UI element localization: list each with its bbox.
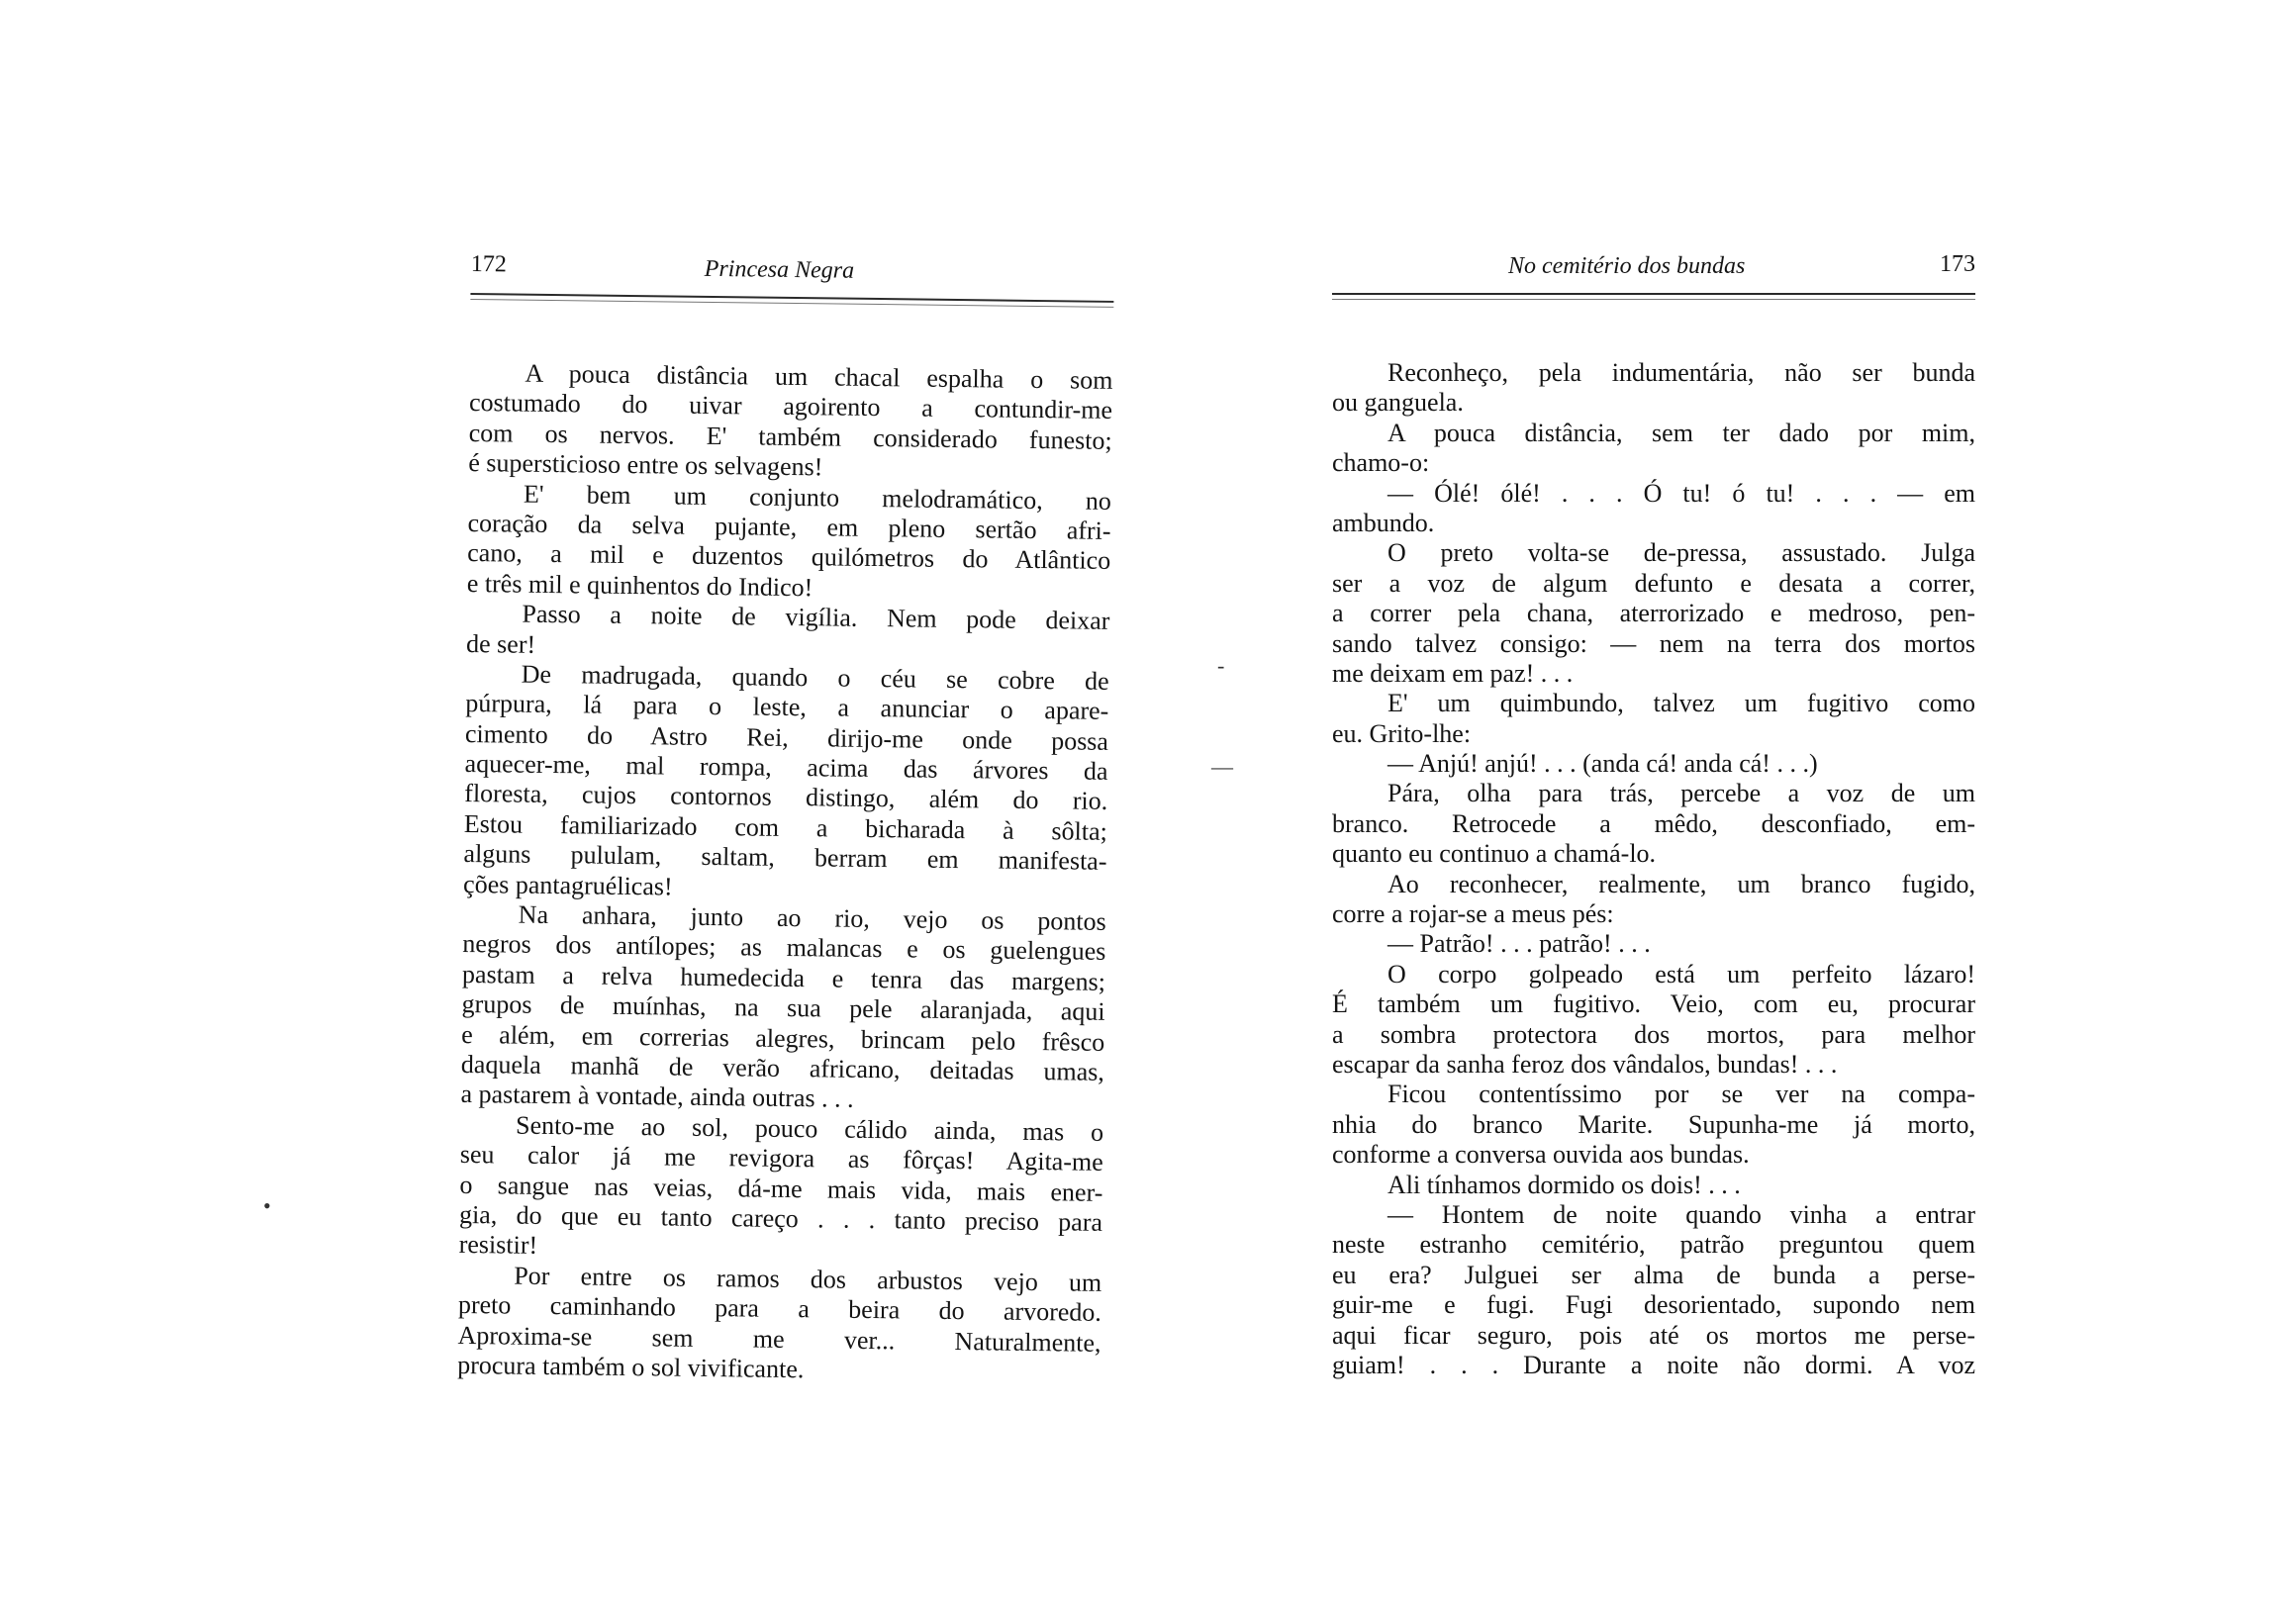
text-line: seu calor já me revigora as fôrças! Agita-me [459,1140,1103,1177]
text-line: floresta, cujos contornos distingo, além do rio. [464,779,1108,816]
text-line: púrpura, lá para o leste, a anunciar o apare- [465,689,1109,726]
header-rule [1332,293,1975,295]
text-line: guir-me e fugi. Fugi desorientado, supondo nem [1332,1290,1975,1320]
text-line: conforme a conversa ouvida aos bundas. [1332,1140,1750,1170]
text-line: cano, a mil e duzentos quilómetros do Atlântico [467,538,1111,576]
text-line: é supersticioso entre os selvagens! [468,448,823,482]
text-line: Ao reconhecer, realmente, um branco fugido, [1387,869,1975,898]
text-line: eu. Grito-lhe: [1332,718,1472,748]
text-line: com os nervos. E' também considerado funesto; [468,418,1112,455]
header-rule [1332,299,1975,300]
text-line: o sangue nas veias, dá-me mais vida, mais ener- [459,1170,1103,1207]
text-line: Aproxima-se sem me ver... Naturalmente, [457,1320,1101,1358]
page-number: 173 [1940,251,1975,277]
header-rule [470,293,1113,303]
text-line: neste estranho cemitério, patrão preguntou quem [1332,1230,1975,1260]
running-title: No cemitério dos bundas [1508,253,1746,279]
text-line: resistir! [458,1230,538,1261]
text-line: a sombra protectora dos mortos, para melhor [1332,1019,1975,1049]
text-line: chamo-o: [1332,448,1430,478]
text-line: aquecer-me, mal rompa, acima das árvores da [464,749,1108,786]
right-page [1332,247,1975,1379]
text-line: O corpo golpeado está um perfeito lázaro! [1387,959,1975,988]
text-line: — Anjú! anjú! . . . (anda cá! anda cá! . . .) [1387,749,1818,779]
text-line: costumado do uivar agoirento a contundir-me [468,388,1113,425]
text-line: sando talvez consigo: — nem na terra dos mortos [1332,628,1975,658]
text-line: branco. Retrocede a mêdo, desconfiado, em- [1332,808,1975,838]
text-line: Estou familiarizado com a bicharada à sôlta; [463,808,1108,846]
text-line: De madrugada, quando o céu se cobre de [521,659,1109,696]
text-line: a pastarem à vontade, ainda outras . . . [460,1080,854,1114]
text-line: ser a voz de algum defunto e desata a correr, [1332,568,1975,598]
text-line: Na anhara, junto ao rio, vejo os pontos [518,899,1106,936]
text-line: aqui ficar seguro, pois até os mortos me perse- [1332,1320,1975,1350]
text-line: alguns pululam, saltam, berram em manifesta- [463,839,1107,877]
text-line: A pouca distância um chacal espalha o som [525,358,1113,395]
text-line: pastam a relva humedecida e tenra das margens; [461,959,1106,996]
text-line: e três mil e quinhentos do Indico! [466,568,813,602]
text-line: e além, em correrias alegres, brincam pelo frêsco [461,1019,1105,1057]
text-line: me deixam em paz! . . . [1332,658,1574,688]
right-page-header [1332,247,1975,291]
text-line: Passo a noite de vigília. Nem pode deixar [522,599,1110,636]
speck-mark: • [263,1193,271,1218]
text-line: Pára, olha para trás, percebe a voz de um [1387,779,1975,808]
text-line: O preto volta-se de-pressa, assustado. Julga [1387,538,1975,568]
text-line: preto caminhando para a beira do arvoredo. [457,1290,1102,1327]
text-line: — Ólé! ólé! . . . Ó tu! ó tu! . . . — em [1387,478,1975,508]
text-line: grupos de muínhas, na sua pele alaranjada, aqui [461,989,1105,1027]
text-line: daquela manhã de verão africano, deitadas umas, [460,1049,1105,1086]
text-line: Reconheço, pela indumentária, não ser bunda [1387,358,1975,387]
gutter-mark: - [1217,653,1225,678]
text-line: ambundo. [1332,508,1435,537]
text-line: — Patrão! . . . patrão! . . . [1387,929,1651,959]
right-page-text [1332,358,1975,1380]
text-line: Ali tínhamos dormido os dois! . . . [1387,1170,1741,1199]
text-line: ou ganguela. [1332,388,1464,418]
text-line: Sento-me ao sol, pouco cálido ainda, mas o [515,1110,1104,1147]
text-line: quanto eu continuo a chamá-lo. [1332,839,1657,869]
text-line: guiam! . . . Durante a noite não dormi. A voz [1332,1350,1975,1379]
left-page-text [457,358,1113,1388]
text-line: cimento do Astro Rei, dirijo-me onde possa [464,718,1109,756]
text-line: — Hontem de noite quando vinha a entrar [1387,1199,1975,1229]
text-line: gia, do que eu tanto careço . . . tanto preciso para [458,1199,1103,1237]
text-line: escapar da sanha feroz dos vândalos, bundas! . . . [1332,1049,1838,1079]
text-line: E' bem um conjunto melodramático, no [523,479,1112,516]
text-line: Por entre os ramos dos arbustos vejo um [514,1261,1102,1297]
text-line: procura também o sol vivificante. [457,1350,805,1384]
text-line: eu era? Julguei ser alma de bunda a perse- [1332,1260,1975,1289]
text-line: Ficou contentíssimo por se ver na compa- [1387,1080,1975,1109]
left-page-header [470,247,1113,299]
text-line: nhia do branco Marite. Supunha-me já morto, [1332,1109,1975,1139]
page-number: 172 [470,250,507,278]
text-line: E' um quimbundo, talvez um fugitivo como [1387,689,1975,718]
text-line: É também um fugitivo. Veio, com eu, procurar [1332,989,1975,1019]
text-line: a correr pela chana, aterrorizado e medroso, pen- [1332,599,1975,628]
text-line: de ser! [465,628,536,659]
text-line: coração da selva pujante, em pleno sertão afri- [467,508,1111,545]
text-line: corre a rojar-se a meus pés: [1332,899,1614,929]
gutter-mark: — [1211,754,1233,779]
left-page [457,247,1113,1384]
text-line: negros dos antílopes; as malancas e os guelengues [462,929,1106,967]
running-title: Princesa Negra [704,255,855,284]
text-line: A pouca distância, sem ter dado por mim, [1387,418,1975,447]
text-line: ções pantagruélicas! [462,869,673,901]
